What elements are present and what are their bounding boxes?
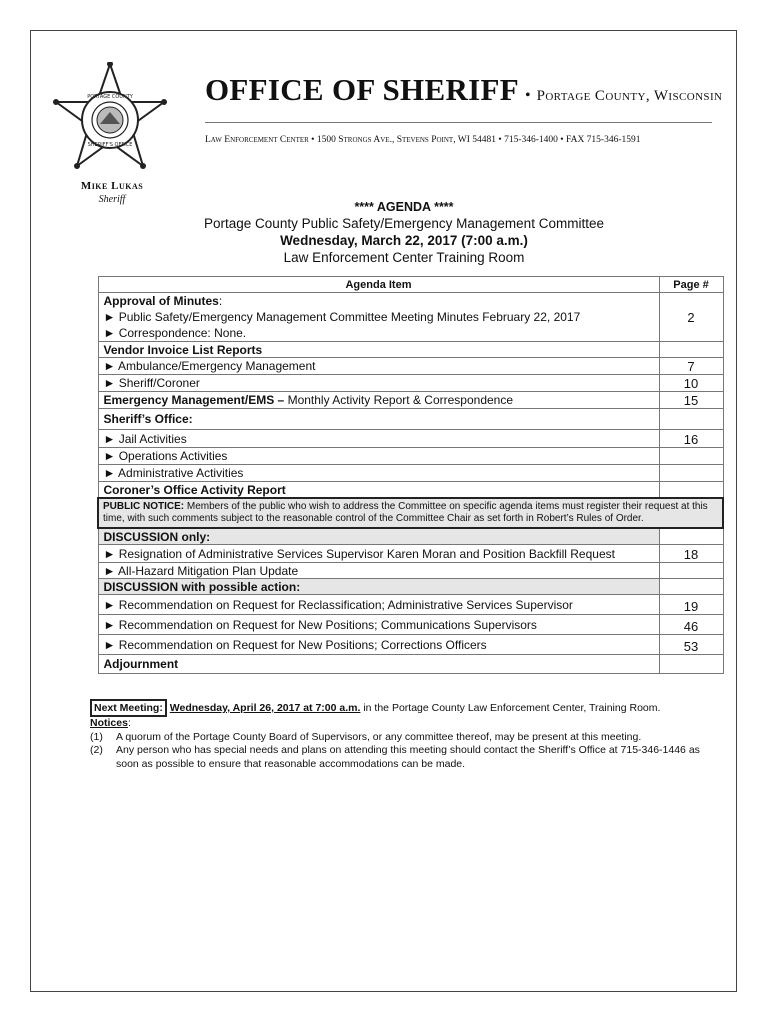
meeting-location: Law Enforcement Center Training Room [283,250,525,265]
table-row [98,595,723,615]
jail-activities-page: 16 [659,430,723,448]
operations-activities: ► Operations Activities [98,448,659,465]
office-location: Portage County, Wisconsin [536,88,723,104]
table-row [98,545,723,563]
table-row [98,635,723,655]
column-header-page: Page # [659,277,723,293]
next-meeting-label: Next Meeting: [90,699,167,717]
discussion-only-heading: DISCUSSION only: [98,528,659,545]
agenda-heading: **** AGENDA **** [354,200,454,214]
table-row [98,465,723,482]
administrative-activities: ► Administrative Activities [98,465,659,482]
office-address: Law Enforcement Center • 1500 Strongs Ave., Stevens Point, WI 54481 • 715-346-1400 • FAX 715-346-1591 [205,135,641,145]
header-divider [205,122,712,123]
recommendation-reclassification: ► Recommendation on Request for Reclassification; Administrative Services Supervisor [98,595,659,615]
table-row [98,448,723,465]
approval-page: 2 [659,309,723,325]
table-row [98,563,723,579]
list-item [90,731,720,745]
adjournment: Adjournment [98,655,659,674]
em-page: 15 [659,392,723,409]
jail-activities: ► Jail Activities [98,430,659,448]
title-separator: • [524,87,531,104]
office-title-main: OFFICE OF SHERIFF [205,72,519,107]
table-row [98,409,723,430]
recommendation-reclassification-page: 19 [659,595,723,615]
table-header-row [98,277,723,293]
notice-number: (2) [90,744,103,756]
table-row [98,579,723,595]
table-row [98,655,723,674]
recommendation-corrections-page: 53 [659,635,723,655]
hazard-mitigation-item: ► All-Hazard Mitigation Plan Update [98,563,659,579]
sheriffs-office-heading: Sheriff’s Office: [98,409,659,430]
table-row [98,325,723,342]
list-item [90,744,720,771]
svg-text:SHERIFF'S OFFICE: SHERIFF'S OFFICE [87,142,133,148]
table-row [98,498,723,528]
notice-text: A quorum of the Portage County Board of Supervisors, or any committee thereof, may be present at this meeting. [116,730,642,743]
next-meeting-location: in the Portage County Law Enforcement Center, Training Room. [360,702,661,714]
table-row [98,375,723,392]
table-row [98,615,723,635]
next-meeting-date: Wednesday, April 26, 2017 at 7:00 a.m. [169,702,361,714]
notices-label: Notices [90,717,128,729]
meeting-date: Wednesday, March 22, 2017 (7:00 a.m.) [280,233,528,248]
recommendation-corrections: ► Recommendation on Request for New Positions; Corrections Officers [98,635,659,655]
recommendation-communications-page: 46 [659,615,723,635]
em-heading: Emergency Management/EMS – [103,393,285,407]
approval-colon: : [218,294,223,308]
approval-heading: Approval of Minutes [103,294,219,308]
agenda-table [97,276,724,674]
resignation-item: ► Resignation of Administrative Services Supervisor Karen Moran and Position Backfill Request [98,545,659,563]
table-row [98,430,723,448]
table-row [98,293,723,310]
notices [90,717,720,771]
table-row [98,342,723,358]
table-row [98,358,723,375]
office-title [205,72,722,108]
public-notice-label: PUBLIC NOTICE: [103,501,185,512]
approval-item: ► Public Safety/Emergency Management Committee Meeting Minutes February 22, 2017 [98,309,659,325]
resignation-page: 18 [659,545,723,563]
discussion-action-heading: DISCUSSION with possible action: [98,579,659,595]
sheriff-name: Mike Lukas [80,180,144,192]
correspondence-item: ► Correspondence: None. [98,325,659,342]
vendor-item-ambulance-page: 7 [659,358,723,375]
table-row [98,528,723,545]
notices-colon: : [127,717,131,729]
vendor-item-ambulance: ► Ambulance/Emergency Management [98,358,659,375]
vendor-item-sheriff: ► Sheriff/Coroner [98,375,659,392]
notice-number: (1) [90,730,103,743]
sheriff-star-badge-icon [52,62,168,178]
notice-text: Any person who has special needs and plans on attending this meeting should contact the Sheriff’s Office at 715-346-1446 as soon as possible to ensure that reasonable accommodations can be made. [116,744,700,770]
sheriff-role: Sheriff [98,194,126,205]
table-row [98,392,723,409]
table-row [98,309,723,325]
vendor-heading: Vendor Invoice List Reports [98,342,659,358]
svg-text:PORTAGE COUNTY: PORTAGE COUNTY [87,94,133,100]
next-meeting [90,702,660,714]
column-header-item: Agenda Item [98,277,659,293]
public-notice-text: Members of the public who wish to address the Committee on specific agenda items must register their request at this time, with such comments subject to the reasonable control of the Committee Chair as set forth in Robert’s Rules of Order. [103,501,708,524]
table-row [98,482,723,499]
public-notice [98,498,723,528]
recommendation-communications: ► Recommendation on Request for New Positions; Communications Supervisors [98,615,659,635]
coroner-report: Coroner’s Office Activity Report [98,482,659,499]
committee-name: Portage County Public Safety/Emergency Management Committee [204,216,604,231]
vendor-item-sheriff-page: 10 [659,375,723,392]
em-text: Monthly Activity Report & Correspondence [284,393,514,407]
